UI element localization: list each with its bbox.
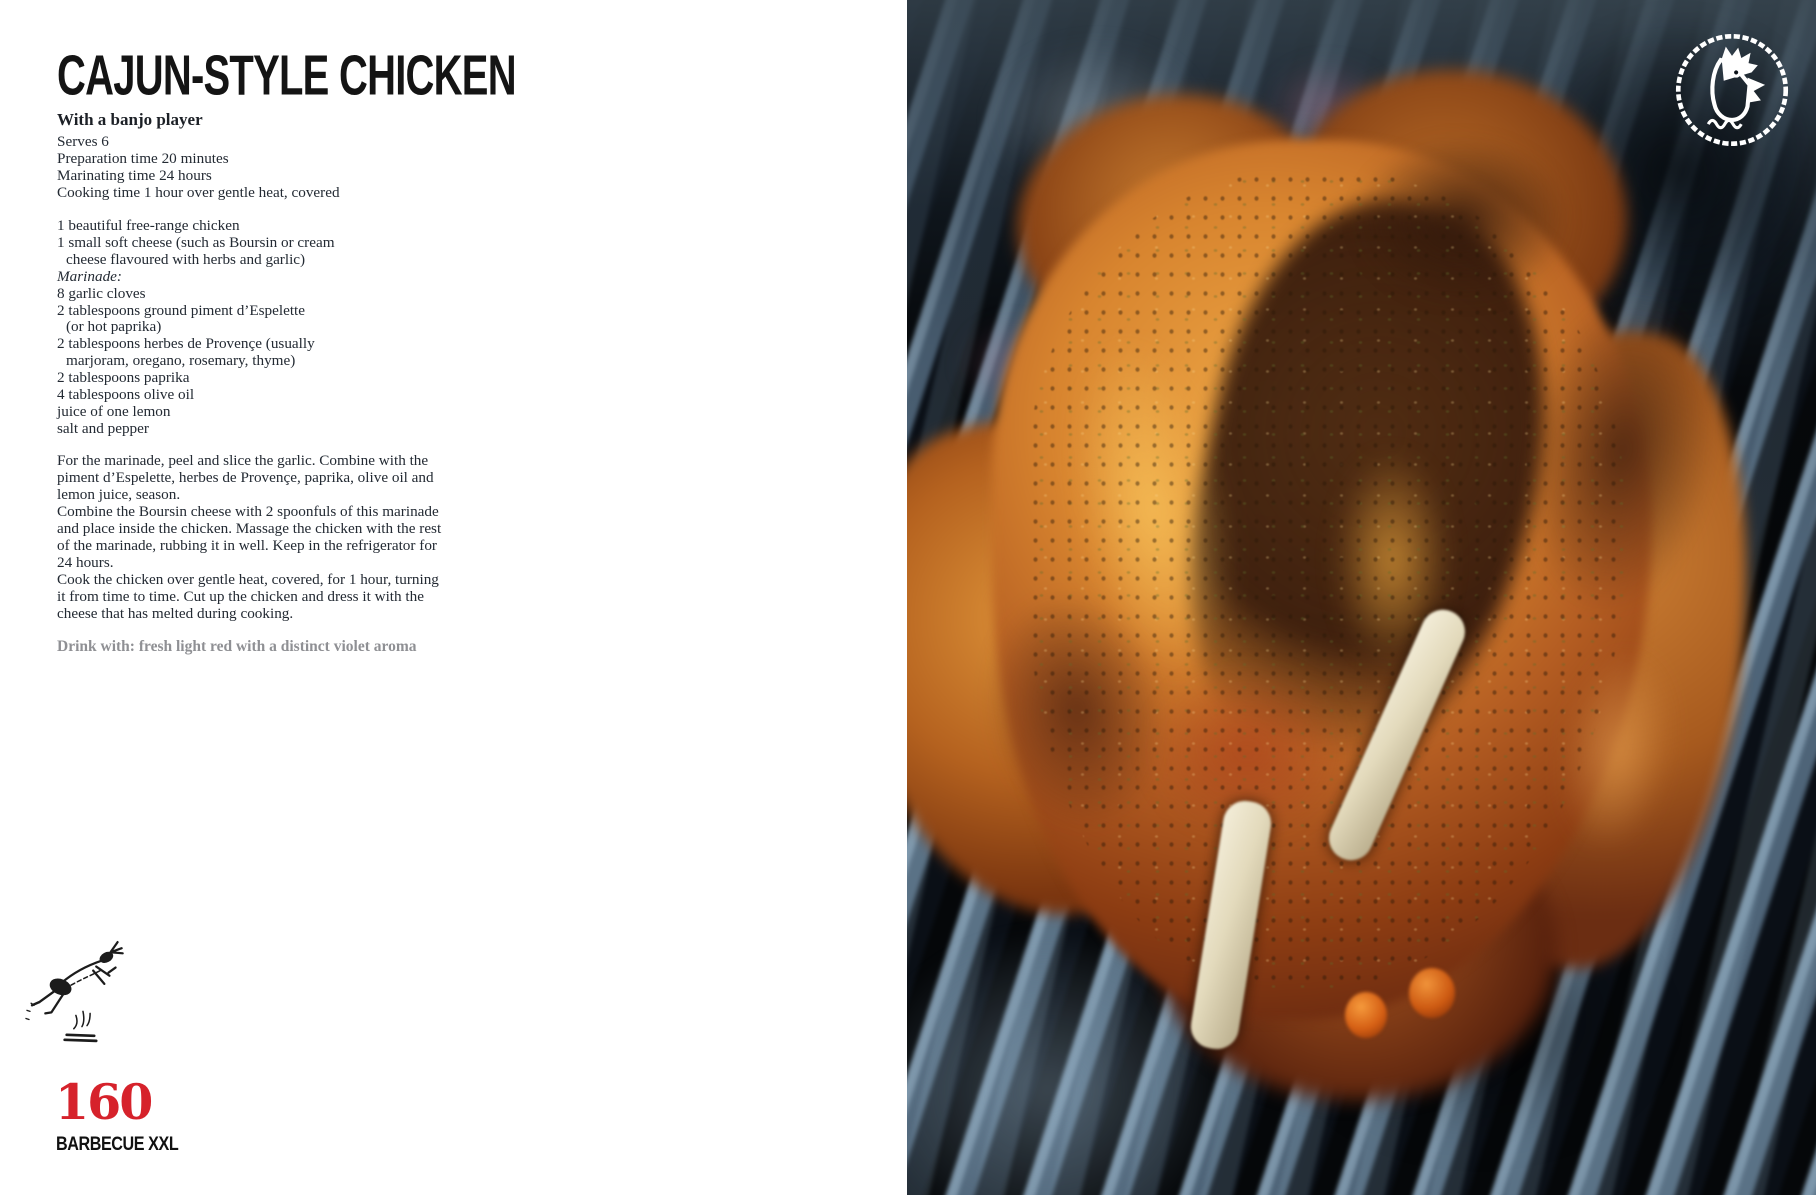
book-title: BARBECUE XXL <box>56 1134 179 1155</box>
ingredient-line: 2 tablespoons herbes de Provençe (usually <box>57 335 315 353</box>
method-line: Combine the Boursin cheese with 2 spoonfuls of this marinade <box>57 503 439 520</box>
marinade-label: Marinade: <box>57 267 122 285</box>
method-line: it from time to time. Cut up the chicken and dress it with the <box>57 588 424 605</box>
chilli-pepper <box>1409 968 1455 1018</box>
ingredient-line: 1 small soft cheese (such as Boursin or cream <box>57 233 335 251</box>
method-line: of the marinade, rubbing it in well. Keep in the refrigerator for <box>57 537 437 554</box>
method-text <box>57 452 537 622</box>
left-page <box>0 0 907 1195</box>
ingredient-line: cheese flavoured with herbs and garlic) <box>66 250 306 268</box>
method-line: piment d’Espelette, herbes de Provençe, paprika, olive oil and <box>57 469 434 486</box>
chilli-pepper <box>1345 992 1387 1038</box>
meta-line-preparation: Preparation time 20 minutes <box>57 150 229 167</box>
ingredient-line: 8 garlic cloves <box>57 284 146 302</box>
meta-line-serves: Serves 6 <box>57 133 109 150</box>
ingredient-line: marjoram, oregano, rosemary, thyme) <box>66 352 296 370</box>
recipe-subtitle: With a banjo player <box>57 110 203 129</box>
barbecue-photo <box>907 0 1816 1195</box>
method-line: lemon juice, season. <box>57 486 181 503</box>
ingredient-line: 1 beautiful free-range chicken <box>57 217 240 234</box>
method-line: Cook the chicken over gentle heat, covered, for 1 hour, turning <box>57 571 439 588</box>
meta-line-cooking: Cooking time 1 hour over gentle heat, covered <box>57 184 340 201</box>
method-line: and place inside the chicken. Massage the chicken with the rest <box>57 520 442 537</box>
method-line: For the marinade, peel and slice the garlic. Combine with the <box>57 452 429 469</box>
ingredient-line: juice of one lemon <box>57 402 171 420</box>
recipe-meta <box>57 133 340 201</box>
ingredient-line: (or hot paprika) <box>66 318 162 336</box>
page-number: 160 <box>55 1073 152 1131</box>
meta-line-marinating: Marinating time 24 hours <box>57 167 212 184</box>
ingredient-line: 4 tablespoons olive oil <box>57 386 195 404</box>
ingredient-line: salt and pepper <box>57 419 149 437</box>
method-line: cheese that has melted during cooking. <box>57 605 294 622</box>
ingredient-list <box>57 218 335 438</box>
leaping-deer-icon <box>20 936 148 1048</box>
drink-pairing-note: Drink with: fresh light red with a distinct violet aroma <box>57 638 417 655</box>
rooster-logo-icon <box>1670 28 1794 152</box>
method-line: 24 hours. <box>57 554 114 571</box>
page-title: CAJUN-STYLE CHICKEN <box>57 44 516 108</box>
ingredient-line: 2 tablespoons ground piment d’Espelette <box>57 301 306 319</box>
ingredient-line: 2 tablespoons paprika <box>57 369 190 387</box>
